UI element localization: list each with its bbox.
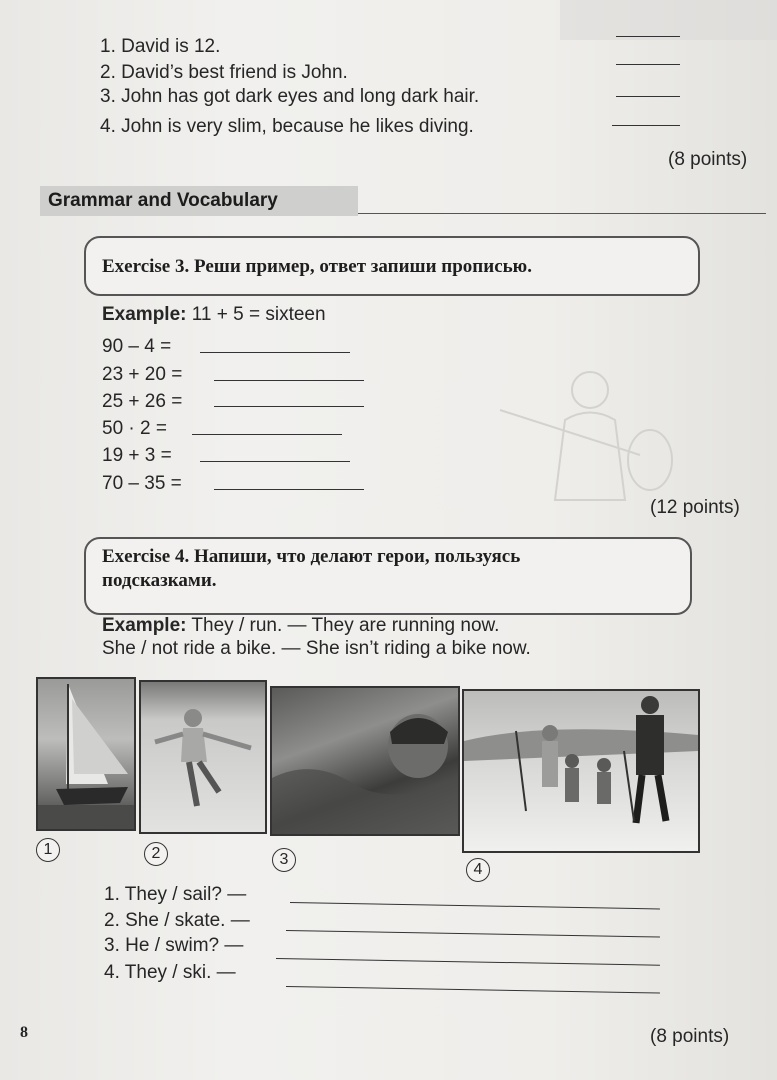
picture-number-1: 1 [36,838,60,862]
exercise3-title: Exercise 3. Реши пример, ответ запиши прописью. [102,256,532,277]
answer-blank-3[interactable] [616,96,680,97]
math-answer-6[interactable] [214,489,364,490]
answer-blank-4[interactable] [612,125,680,126]
exercise3-example [102,304,326,326]
swimmer-image [272,688,458,834]
example4-text1: They / run. — They are running now. [191,615,500,636]
exercise3-points: (12 points) [650,497,740,518]
math-item-6: 70 – 35 = [102,473,182,494]
ghost-print-area [560,0,777,40]
exercise4-title-line1: Exercise 4. Напиши, что делают герои, пользуясь [102,546,521,567]
ex4-answer-4[interactable] [286,986,660,994]
page-number: 8 [20,1024,28,1041]
skiers-image [464,691,698,851]
math-answer-5[interactable] [200,461,350,462]
math-answer-1[interactable] [200,352,350,353]
statement-4: 4. John is very slim, because he likes diving. [100,116,474,137]
math-item-2: 23 + 20 = [102,364,183,385]
photo-skating [139,680,267,834]
ex4-item-4: 4. They / ski. — [104,962,236,983]
ghost-illustration [480,360,680,520]
statement-3: 3. John has got dark eyes and long dark hair. [100,86,480,107]
ex4-item-3: 3. He / swim? — [104,935,244,956]
ex4-item-1: 1. They / sail? — [104,884,247,905]
ex4-answer-3[interactable] [276,958,660,966]
section-divider [358,213,766,214]
exercise4-title-line2: подсказками. [102,570,217,591]
example4-label: Example: [102,615,187,636]
statement-2: 2. David’s best friend is John. [100,62,348,83]
example-label: Example: [102,304,187,325]
ex4-answer-1[interactable] [290,902,660,909]
math-answer-4[interactable] [192,434,342,435]
photo-skiing [462,689,700,853]
ex4-answer-2[interactable] [286,930,660,938]
statement-1: 1. David is 12. [100,36,221,57]
skater-image [141,682,265,832]
math-item-4: 50 · 2 = [102,418,167,439]
math-item-3: 25 + 26 = [102,391,183,412]
exercise4-example-line1 [102,615,499,637]
picture-number-3: 3 [272,848,296,872]
photo-swimming [270,686,460,836]
exercise4-example-line2: She / not ride a bike. — She isn’t riding a bike now. [102,638,531,659]
ex4-item-2: 2. She / skate. — [104,910,250,931]
math-answer-3[interactable] [214,406,364,407]
math-item-5: 19 + 3 = [102,445,172,466]
exercise4-points: (8 points) [650,1026,730,1047]
sailboat-image [38,679,134,829]
picture-number-4: 4 [466,858,490,882]
photo-sailing [36,677,136,831]
section-title: Grammar and Vocabulary [48,190,278,211]
answer-blank-1[interactable] [616,36,680,37]
answer-blank-2[interactable] [616,64,680,65]
reading-points: (8 points) [668,149,748,170]
example-text: 11 + 5 = sixteen [191,304,326,325]
math-item-1: 90 – 4 = [102,336,172,357]
math-answer-2[interactable] [214,380,364,381]
picture-number-2: 2 [144,842,168,866]
